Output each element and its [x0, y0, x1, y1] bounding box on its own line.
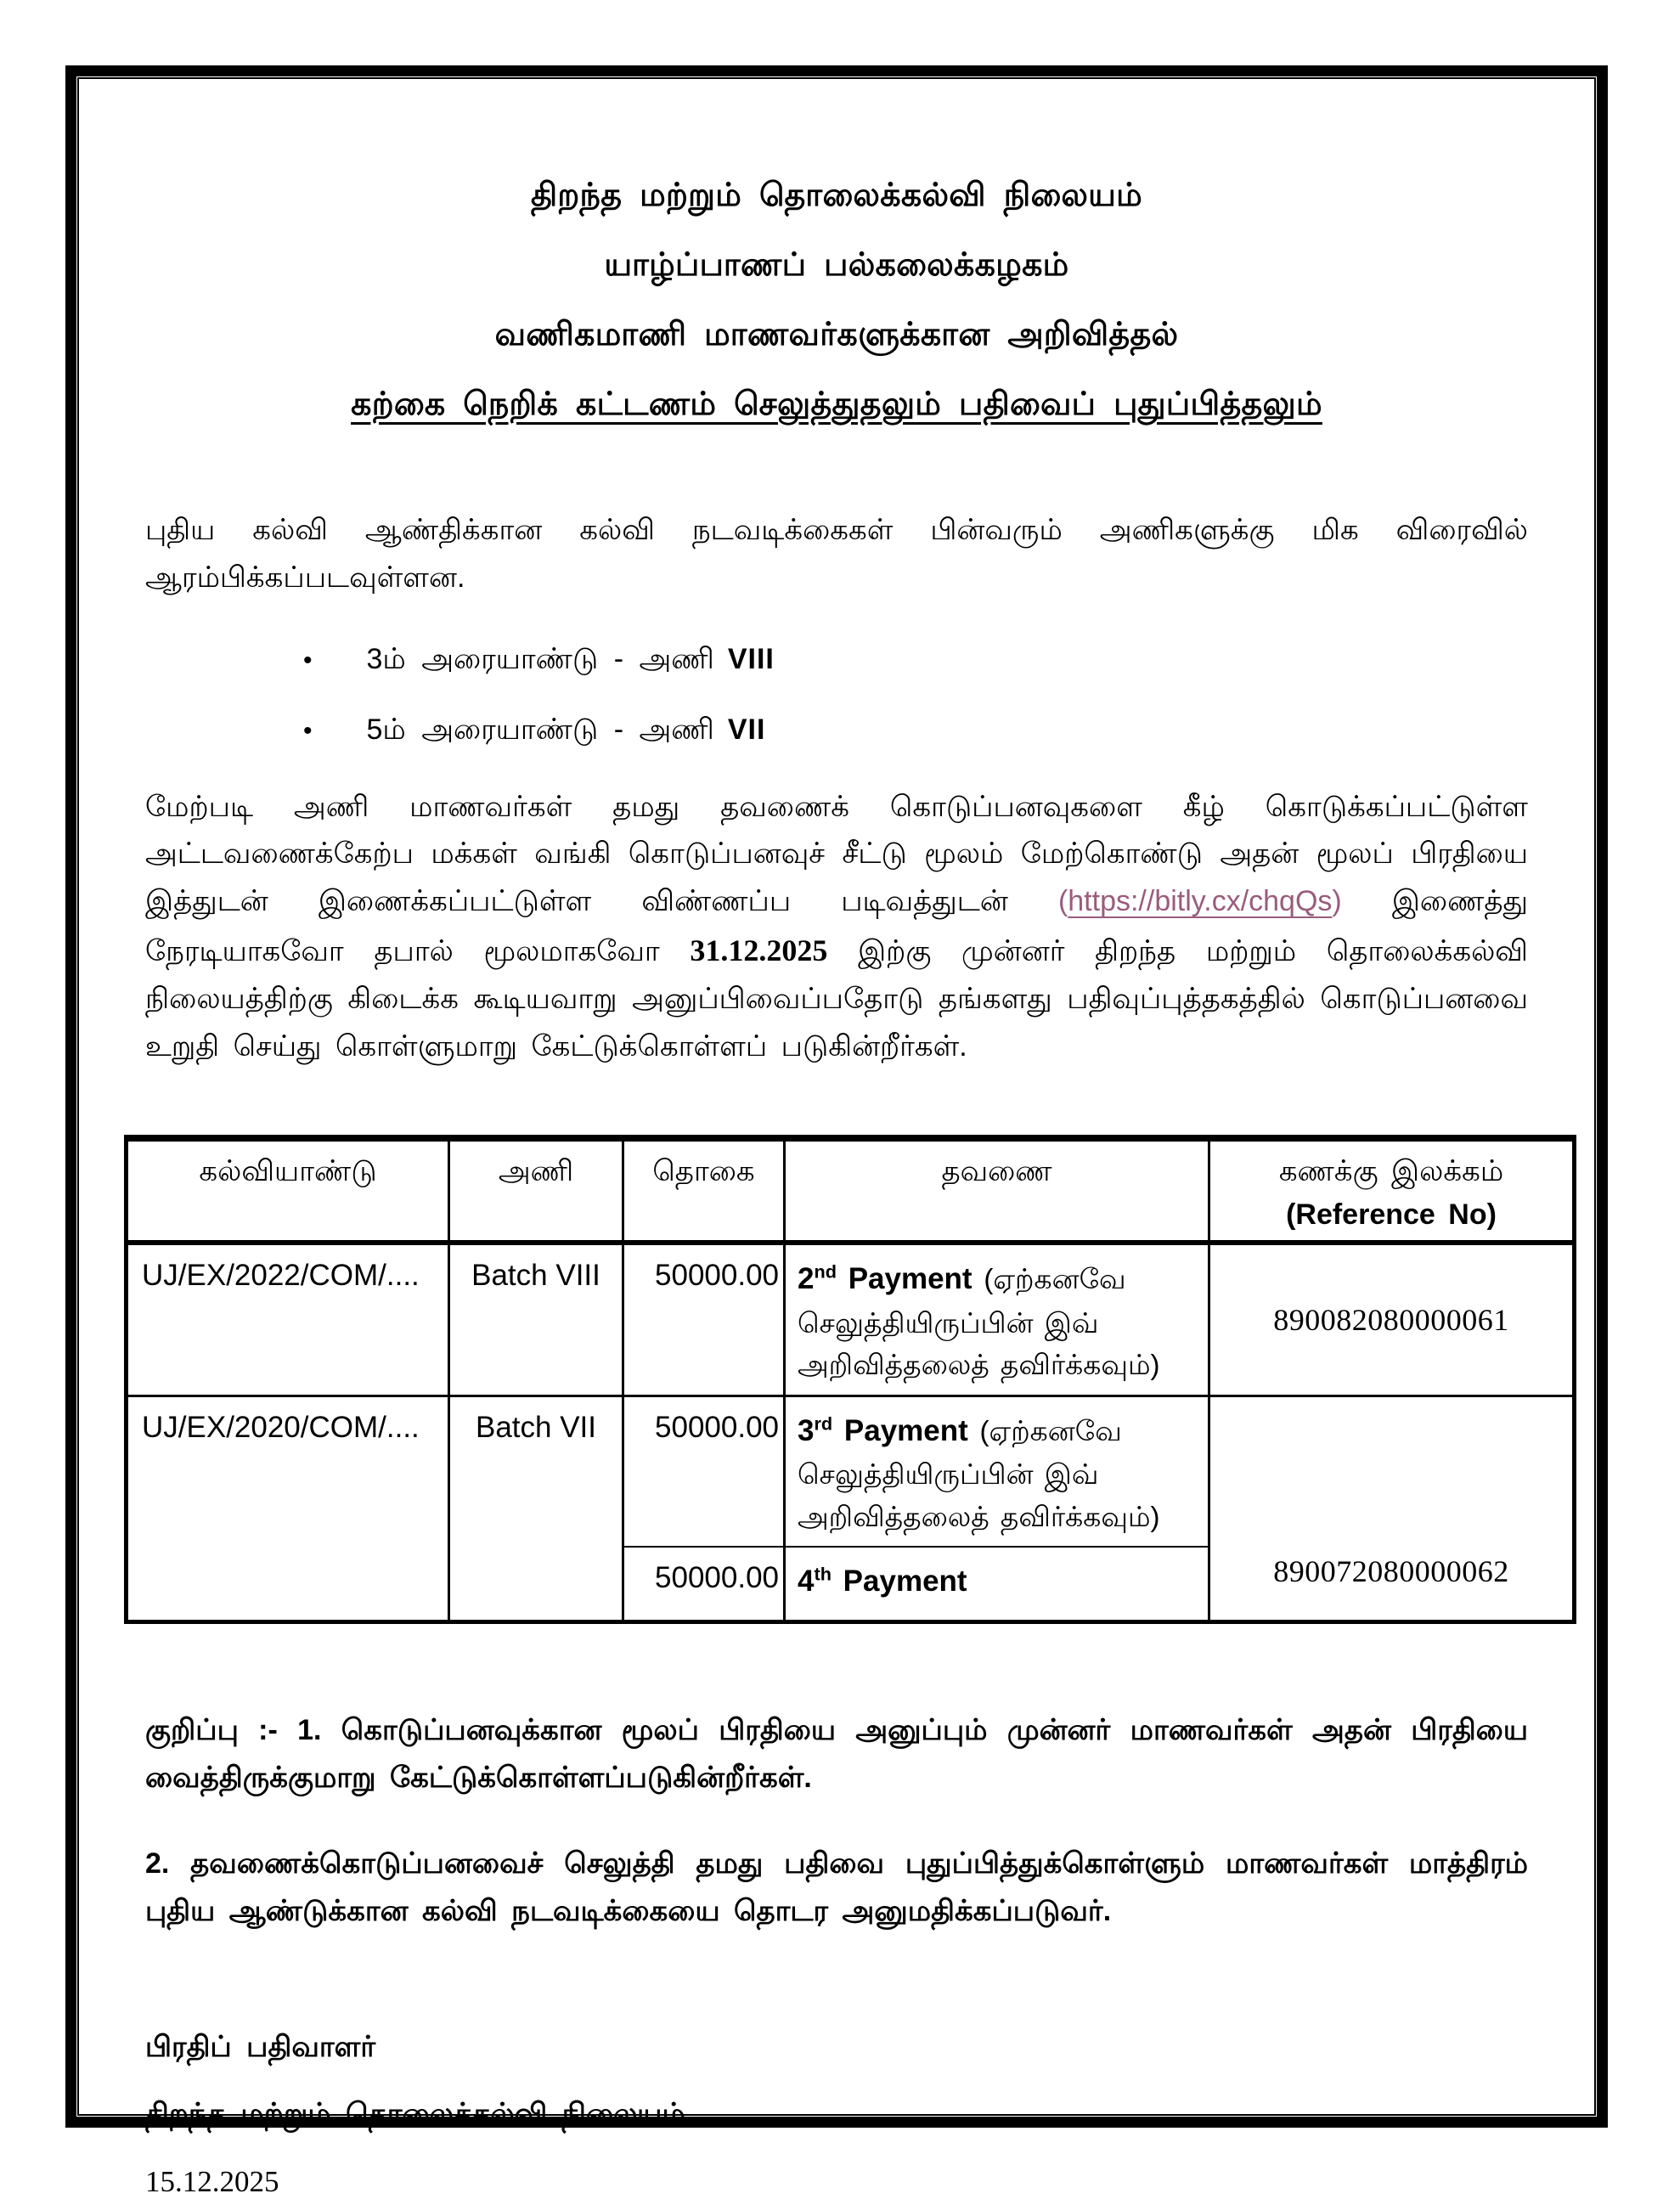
cell-amount: 50000.00 [623, 1243, 785, 1396]
semester-label: 3ம் அரையாண்டு - அணி [366, 642, 714, 675]
cell-batch: Batch VIII [449, 1243, 623, 1396]
cell-amount: 50000.00 [623, 1547, 785, 1621]
notice-subject: கற்கை நெறிக் கட்டணம் செலுத்துதலும் பதிவைப் புதுப்பித்தலும் [351, 386, 1322, 422]
column-header-amount: தொகை [623, 1138, 785, 1243]
batch-number: VII [727, 713, 766, 746]
notice-date: 15.12.2025 [145, 2164, 279, 2198]
payment-ordinal: 4th Payment [798, 1563, 967, 1599]
bullet-icon: • [303, 716, 313, 745]
column-header-reference [1209, 1138, 1575, 1243]
payment-note: (ஏற்கனவே செலுத்தியிருப்பின் இவ் அறிவித்தலைத் தவிர்க்கவும்) [798, 1263, 1160, 1381]
page-border [65, 65, 1608, 2198]
payment-note: (ஏற்கனவே செலுத்தியிருப்பின் இவ் அறிவித்தலைத் தவிர்க்கவும்) [798, 1414, 1160, 1532]
batch-list [145, 643, 1528, 750]
reference-header-english: (Reference No) [1286, 1198, 1497, 1232]
cell-reference-number: 890072080000062 [1209, 1396, 1575, 1621]
note-2: 2. தவணைக்கொடுப்பனவைச் செலுத்தி தமது பதிவை புதுப்பித்துக்கொள்ளும் மாணவர்கள் மாத்திரம் புதிய ஆண்டுக்கான கல்வி நடவடிக்கையை தொடர அனுமதிக்கப்படுவர். [145, 1847, 1528, 1928]
centre-name: திறந்த மற்றும் தொலைக்கல்வி நிலையம் [530, 178, 1143, 213]
table-row [127, 1243, 1575, 1396]
instruction-paragraph [145, 784, 1528, 1071]
column-header-academic-year: கல்வியாண்டு [127, 1138, 449, 1243]
cell-reference-number: 890082080000061 [1209, 1243, 1575, 1396]
table-header-row [127, 1138, 1575, 1243]
list-item [303, 643, 1528, 679]
cell-installment [785, 1243, 1209, 1396]
note-1: குறிப்பு :- 1. கொடுப்பனவுக்கான மூலப் பிரதியை அனுப்பும் முன்னர் மாணவர்கள் அதன் பிரதியை வைத்திருக்குமாறு கேட்டுக்கொள்ளப்படுகின்றீர்கள். [145, 1713, 1528, 1794]
cell-amount: 50000.00 [623, 1396, 785, 1547]
fee-schedule-table [124, 1135, 1576, 1624]
signature-block [145, 2031, 1528, 2199]
payment-ordinal: 2nd Payment [798, 1260, 984, 1296]
cell-batch: Batch VII [449, 1396, 623, 1621]
cell-installment [785, 1396, 1209, 1547]
instruction-text: இற்கு முன்னர் திறந்த மற்றும் தொலைக்கல்வி நிலையத்திற்கு கிடைக்க கூடியவாறு அனுப்பிவைப்பதோடு தங்களது பதிவுப்புத்தகத்தில் கொடுப்பனவை உறுதி செய்து கொள்ளுமாறு கேட்டுக்கொள்ளப் படுகின்றீர்கள். [145, 934, 1528, 1063]
application-form-link[interactable]: https://bitly.cx/chqQs [1068, 885, 1333, 917]
payment-ordinal: 3rd Payment [798, 1412, 980, 1447]
cell-academic-year: UJ/EX/2020/COM/.... [127, 1396, 449, 1621]
document-header [145, 178, 1528, 427]
notice-audience: வணிகமாணி மாணவர்களுக்கான அறிவித்தல் [494, 317, 1179, 352]
university-name: யாழ்ப்பாணப் பல்கலைக்கழகம் [604, 247, 1069, 283]
instruction-text: இணைத்து நேரடியாகவோ தபால் மூலமாகவோ [145, 885, 1529, 967]
batch-number: VIII [727, 642, 775, 675]
close-paren: ) [1332, 885, 1342, 917]
deadline-date: 31.12.2025 [690, 933, 828, 967]
intro-paragraph: புதிய கல்வி ஆண்திக்கான கல்வி நடவடிக்கைகள் பின்வரும் அணிகளுக்கு மிக விரைவில் ஆரம்பிக்கப்படவுள்ளன. [145, 514, 1528, 594]
page-border-inner-rule [77, 77, 1596, 2198]
bullet-icon: • [303, 646, 313, 674]
signatory-title: பிரதிப் பதிவாளர் [145, 2030, 376, 2063]
table-row [127, 1396, 1575, 1547]
semester-label: 5ம் அரையாண்டு - அணி [366, 713, 714, 746]
column-header-installment: தவணை [785, 1138, 1209, 1243]
page-content [79, 79, 1594, 2198]
cell-installment [785, 1547, 1209, 1621]
cell-academic-year: UJ/EX/2022/COM/.... [127, 1243, 449, 1396]
signatory-organization: திறந்த மற்றும் தொலைக்கல்வி நிலையம் [145, 2097, 685, 2130]
open-paren: ( [1057, 885, 1068, 917]
column-header-batch: அணி [449, 1138, 623, 1243]
reference-header-tamil: கணக்கு இலக்கம் [1278, 1155, 1504, 1188]
list-item [303, 713, 1528, 750]
instruction-text: மேற்படி அணி மாணவர்கள் தமது தவணைக் கொடுப்பனவுகளை கீழ் கொடுக்கப்பட்டுள்ள அட்டவணைக்கேற்ப மக்கள் வங்கி கொடுப்பனவுச் சீட்டு மூலம் மேற்கொண்டு அதன் மூலப் பிரதியை இத்துடன் இணைக்கப்பட்டுள்ள விண்ணப்ப படிவத்துடன் [145, 790, 1528, 917]
